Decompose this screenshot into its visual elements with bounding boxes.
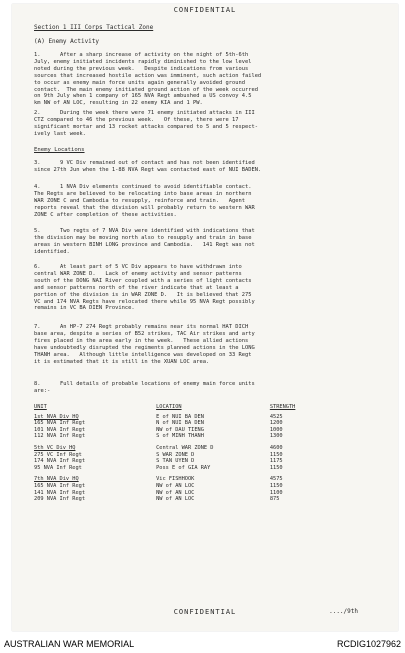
header-unit: UNIT [34,404,47,410]
section-title: Section 1 III Corps Tactical Zone [34,24,154,31]
paragraph-1: 1. After a sharp increase of activity on the night of 5th-6th July, enemy initiated incidents rapidly diminished to the low level noted during the previous week. Despite indications from various sources that increased hostile action was imminent, such action failed to occur as enemy main force units again generally avoided ground contact. The main enemy initiated ground action of the week occurred on 9th July when 1 company of 165 NVA Regt ambushed a US convoy 4.5 km NW of AN LOC, resulting in 22 enemy KIA and 1 PW. [34,52,262,107]
header-location: LOCATION [156,404,182,410]
page-continuation: ..../9th [329,608,358,615]
paragraph-2: 2. During the week there were 71 enemy initiated attacks in III CTZ compared to 46 the previous week. Of these, there were 17 significant mortar and 13 rocket attacks compared to 5 and 5 respect- ively last week. [34,110,258,137]
table-row: 1st NVA Div HQ E of NUI BA DEN 4525 [34,413,283,420]
table-row: 101 NVA Inf Regt NW of DAU TIENG 1000 [34,426,283,433]
paragraph-7: 7. An HP-7 274 Regt probably remains near its normal HAT DICH base area, despite a series of B52 strikes, TAC Air strikes and arty fires placed in the area early in the week. These allied actions have undoubtedly disrupted the regiments planned actions in the LONG THANH area. Although little intelligence was developed on 33 Regt it is estimated that it is still in the XUAN LOC area. [34,324,255,365]
table-row: 141 NVA Inf Regt NW of AN LOC 1100 [34,489,283,496]
footer-archive-name: AUSTRALIAN WAR MEMORIAL [4,638,135,649]
paragraph-4: 4. 1 NVA Div elements continued to avoid identifiable contact. The Regts are believed to be relocating into base areas in northern WAR ZONE C and Cambodia to resupply, reinforce and train. Agent reports reveal that the division will probably return to western WAR ZONE C after completion of these activities. [34,184,255,218]
paragraph-5: 5. Two regts of 7 NVA Div were identified with indications that the division may be moving north also to resupply and train in base areas in western BINH LONG province and Cambodia. 141 Regt was not identified. [34,228,255,255]
table-row: 7th NVA Div HQ Vic FISHHOOK 4575 [34,476,283,483]
subsection-title: (A) Enemy Activity [34,38,100,45]
table-row: 112 NVA Inf Regt S of MINH THANH 1300 [34,433,283,440]
paragraph-8: 8. Full details of probable locations of enemy main force units are:- [34,381,255,394]
units-table [34,404,334,503]
locations-heading: Enemy Locations [34,147,85,153]
paragraph-3: 3. 9 VC Div remained out of contact and has not been identified since 27th Jun when the 1-88 NVA Regt was contacted east of NUI BADEN. [34,160,262,173]
classification-top: CONFIDENTIAL [173,6,237,14]
table-row: 275 VC Inf Regt S WAR ZONE D 1150 [34,451,283,458]
table-row: 165 NVA Inf Regt NW of AN LOC 1150 [34,482,283,489]
table-row: 95 NVA Inf Regt Poss E of GIA RAY 1150 [34,464,283,471]
header-strength: STRENGTH [269,404,296,410]
table-row: 209 NVA Inf Regt NW of AN LOC 875 [34,496,280,503]
table-row: 165 NVA Inf Regt N of NUI BA DEN 1200 [34,420,283,427]
document-page [12,4,398,631]
table-row: 5th VC Div HQ Central WAR ZONE D 4600 [34,444,283,451]
paragraph-6: 6. At least part of 5 VC Div appears to have withdrawn into central WAR ZONE D. Lack of enemy activity and sensor patterns south of the DONG NAI River coupled with a series of light contacts and sensor patterns north of the river indicate that at least a portion of the division is in WAR ZONE D. It is believed that 275 VC and 174 NVA Regts have relocated there while 95 NVA Regt possibly remains in VC BA DIEN Province. [34,264,255,312]
footer-record-id: RCDIG1027962 [336,638,401,649]
table-row: 174 NVA Inf Regt S TAN UYEN D 1175 [34,458,283,465]
table-header-row [34,404,334,411]
classification-bottom: CONFIDENTIAL [173,608,237,616]
archive-footer [0,634,405,653]
